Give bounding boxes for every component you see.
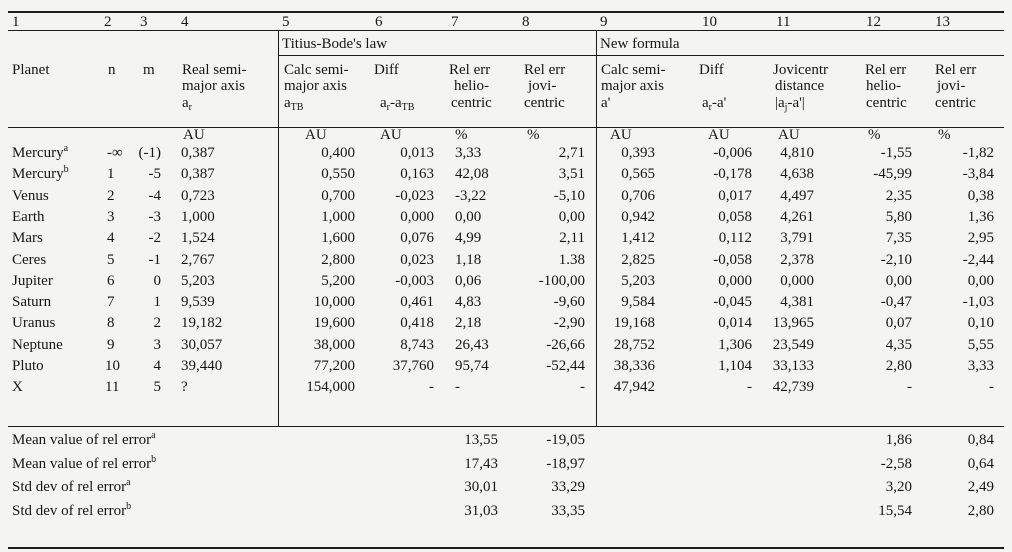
cell-ap: 19,168: [613, 315, 655, 332]
cell-m: -2: [148, 230, 161, 247]
cell-rh2: -: [907, 379, 912, 396]
cell-rh2: 7,35: [885, 230, 912, 247]
cell-ap: 0,706: [621, 187, 655, 204]
summary-rj: 33,29: [551, 479, 585, 495]
cell-rh2: 2,80: [885, 358, 912, 374]
cell-ar: 5,203: [181, 272, 215, 289]
cell-diff: 0,000: [400, 208, 434, 225]
cell-m: -3: [148, 208, 161, 225]
planet-name: Saturn: [12, 294, 52, 311]
cell-rj2: -1,82: [962, 145, 994, 161]
cell-m: -4: [148, 187, 161, 204]
summary-rh2: 1,86: [885, 432, 912, 448]
cell-atb: 2,800: [321, 251, 355, 268]
cell-jd: 3,791: [780, 230, 814, 247]
cell-rj: 1.38: [558, 251, 585, 268]
unit-label: %: [938, 127, 951, 143]
column-number: 4: [181, 14, 189, 30]
column-number: 6: [375, 14, 383, 30]
cell-diff: 0,023: [400, 251, 434, 268]
summary-rh: 17,43: [464, 455, 498, 472]
cell-rj2: 2,95: [967, 230, 994, 247]
cell-rh2: 0,00: [885, 272, 912, 289]
cell-ar: 1,000: [181, 208, 215, 225]
cell-diff: 0,461: [400, 294, 434, 311]
cell-jd: 4,261: [780, 208, 814, 225]
planet-name: Venus: [12, 187, 49, 204]
cell-ap: 0,565: [621, 166, 655, 183]
cell-n: 10: [105, 358, 120, 374]
cell-rj: -26,66: [546, 336, 585, 353]
cell-ar: ?: [181, 379, 188, 396]
cell-n: -∞: [107, 145, 123, 161]
column-number: 8: [522, 14, 530, 30]
cell-m: -1: [148, 251, 161, 268]
cell-diff2: -0,178: [713, 166, 752, 183]
cell-m: 4: [153, 358, 161, 374]
cell-atb: 1,000: [321, 208, 355, 225]
cell-jd: 0,000: [780, 272, 814, 289]
cell-rj2: -3,84: [962, 166, 994, 183]
cell-rh: 95,74: [455, 358, 489, 374]
summary-rh2: 3,20: [885, 479, 912, 495]
cell-diff2: 1,104: [718, 358, 752, 374]
unit-label: %: [527, 127, 540, 143]
cell-rh2: -2,10: [880, 251, 912, 268]
cell-jd: 2,378: [780, 251, 814, 268]
cell-diff: 0,163: [400, 166, 434, 183]
cell-rh: 26,43: [455, 336, 489, 353]
cell-atb: 0,550: [321, 166, 355, 183]
cell-rj: 2,11: [559, 230, 585, 247]
header-rule: [8, 127, 1004, 128]
cell-rj2: 0,38: [967, 187, 994, 204]
cell-jd: 4,638: [780, 166, 814, 183]
summary-rh2: -2,58: [880, 455, 912, 472]
cell-ap: 9,584: [621, 294, 655, 311]
unit-label: AU: [610, 127, 632, 143]
cell-jd: 13,965: [772, 315, 814, 332]
cell-m: 1: [153, 294, 161, 311]
cell-ap: 38,336: [613, 358, 655, 374]
summary-label: Std dev of rel error$^b$: [12, 500, 132, 519]
cell-diff2: 0,017: [718, 187, 752, 204]
cell-m: 3: [153, 336, 161, 353]
cell-rj: -: [580, 379, 585, 396]
cell-ap: 0,942: [621, 208, 655, 225]
cell-rh: 42,08: [455, 166, 489, 183]
cell-rh2: -1,55: [880, 145, 912, 161]
unit-label: AU: [778, 127, 800, 143]
top-rule: [8, 11, 1004, 13]
cell-n: 3: [107, 208, 115, 225]
cell-ar: 19,182: [181, 315, 223, 332]
cell-rj2: 0,10: [967, 315, 994, 332]
new-formula-divider: [596, 31, 597, 427]
cell-jd: 4,381: [780, 294, 814, 311]
cell-diff2: 1,306: [718, 336, 752, 353]
summary-label: Mean value of rel error$^a$: [12, 430, 156, 448]
cell-m: 2: [153, 315, 161, 332]
cell-n: 2: [107, 187, 115, 204]
cell-n: 6: [107, 272, 115, 289]
cell-atb: 5,200: [321, 272, 355, 289]
cell-rh: 2,18: [455, 315, 482, 332]
group-new-formula: New formula: [600, 36, 680, 52]
cell-m: -5: [148, 166, 161, 183]
cell-rj: -2,90: [553, 315, 585, 332]
planet-name: X: [12, 379, 23, 396]
cell-rj2: -: [989, 379, 994, 396]
cell-atb: 0,400: [321, 145, 355, 161]
cell-rj2: 5,55: [967, 336, 994, 353]
cell-atb: 1,600: [321, 230, 355, 247]
cell-rh: 0,00: [455, 208, 482, 225]
column-number: 12: [866, 14, 881, 30]
summary-label: Mean value of rel error$^b$: [12, 453, 157, 472]
group-rule: [278, 55, 1004, 56]
cell-diff: 8,743: [400, 336, 434, 353]
cell-diff2: -0,006: [713, 145, 752, 161]
summary-rj: -18,97: [546, 455, 585, 472]
cell-rh: 4,99: [455, 230, 482, 247]
unit-label: AU: [380, 127, 402, 143]
cell-ap: 47,942: [613, 379, 655, 396]
column-number: 7: [451, 14, 459, 30]
header-planet: Planet: [12, 62, 50, 78]
cell-diff: 0,013: [400, 145, 434, 161]
cell-ap: 0,393: [621, 145, 655, 161]
column-number-rule: [8, 30, 1004, 31]
planet-name: Earth: [12, 208, 45, 225]
column-number: 3: [140, 14, 148, 30]
cell-ar: 0,387: [181, 166, 215, 183]
summary-rj: -19,05: [546, 432, 585, 448]
column-number: 13: [935, 14, 950, 30]
cell-ap: 2,825: [621, 251, 655, 268]
cell-ap: 5,203: [621, 272, 655, 289]
summary-label: Std dev of rel error$^a$: [12, 477, 131, 495]
column-number: 5: [282, 14, 290, 30]
cell-rh: 1,18: [455, 251, 482, 268]
cell-ap: 1,412: [621, 230, 655, 247]
unit-label: AU: [305, 127, 327, 143]
summary-rule: [8, 426, 1004, 427]
cell-rh: -3,22: [455, 187, 487, 204]
cell-rj2: 3,33: [967, 358, 994, 374]
cell-n: 1: [107, 166, 115, 183]
cell-diff: 37,760: [392, 358, 434, 374]
cell-rj: -52,44: [546, 358, 585, 374]
column-number: 1: [12, 14, 20, 30]
summary-rj: 33,35: [551, 502, 585, 519]
unit-label: %: [868, 127, 881, 143]
cell-atb: 0,700: [321, 187, 355, 204]
cell-rh: -: [455, 379, 460, 396]
planet-name: Mercury$^b$: [12, 164, 69, 183]
cell-jd: 33,133: [772, 358, 814, 374]
cell-jd: 4,497: [780, 187, 814, 204]
cell-atb: 19,600: [313, 315, 355, 332]
cell-m: (-1): [138, 145, 161, 161]
cell-rj2: 0,00: [967, 272, 994, 289]
cell-rj: -5,10: [553, 187, 585, 204]
table-scan: 1 2 3 4 5 6 7 8 9 10 11 12 13 Titius-Bode's law New formula Planet n m Real semi- major axis $a_r$ Calc semi- major axis $a_{TB}$ Diff $a_r-a_{TB}$ Rel err helio- centric Rel err jovi- centric Calc semi- major axis a' Diff $a_r-a'$ Jovicentr distance $|a_j-a'|$ Rel err helio- centric Rel err jovi- centric AU AU AU % % AU AU AU % % Mercury$^a$ -∞ (-1) 0,387 0,400 0,013 3,33 2,71 0,393 -0,006 4,810 -1,55 -1,82 Mercury$^b$ 1 -5 0,387 0,550 0,163 42,08 3,51 0,565 -0,178 4,638 -45,99 -3,84 Venus 2 -4 0,723 0,700 -0,023 -3,22 -5,10 0,706 0,017 4,497 2,35 0,38 Earth 3 -3 1,000 1,000 0,000 0,00 0,00 0,942 0,058 4,261 5,80 1,36 Mars 4 -2 1,524 1,600 0,076 4,99 2,11 1,412 0,112 3,791 7,35 2,95 Ceres 5 -1 2,767 2,800 0,023 1,18 1.38 2,825 -0,058 2,378 -2,10 -2,44 Jupiter 6 0 5,203 5,200 -0,003 0,06 -100,00 5,203 0,000 0,000 0,00 0,00 Saturn 7 1 9,539 10,000 0,461 4,83 -9,60 9,584 -0,045 4,381 -0,47 -1,03 Uranus 8 2 19,182 19,600 0,418 2,18 -2,90 19,168 0,014 13,965 0,07 0,10 Neptune 9 3 30,057 38,000 8,743 26,43 -26,66 28,752 1,306 23,549 4,35 5,55 Pluto 10 4 39,440 77,200 37,760 95,74 -52,44 38,336 1,104 33,133 2,80 3,33 X 11 5 ? 154,000 - - - 47,942 - 42,739 - - Mean value of rel error$^a$ 13,55 -19,05 1,86 0,84 Mean value of rel error$^b$ 17,43 -18,97 -2,58 0,64 Std dev of rel error$^a$ 30,01 33,29 3,20 2,49 Std dev of rel error$^b$ 31,03 33,35 15,54 2,80: [0, 0, 1012, 552]
cell-rj: 2,71: [558, 145, 585, 161]
cell-rh2: 0,07: [885, 315, 912, 332]
cell-ar: 2,767: [181, 251, 215, 268]
cell-rj2: -1,03: [962, 294, 994, 311]
cell-n: 7: [107, 294, 115, 311]
cell-rh2: 5,80: [885, 208, 912, 225]
cell-rj: 0,00: [558, 208, 585, 225]
group-titius-bode: Titius-Bode's law: [282, 36, 388, 52]
titius-bode-divider: [278, 31, 279, 427]
cell-rj2: 1,36: [967, 208, 994, 225]
summary-rh: 30,01: [464, 479, 498, 495]
cell-n: 11: [105, 379, 120, 396]
cell-rh2: -45,99: [873, 166, 912, 183]
summary-rj2: 2,49: [967, 479, 994, 495]
cell-rh2: 2,35: [885, 187, 912, 204]
cell-n: 8: [107, 315, 115, 332]
cell-atb: 10,000: [313, 294, 355, 311]
cell-diff: -: [429, 379, 434, 396]
cell-rj2: -2,44: [962, 251, 994, 268]
unit-label: %: [455, 127, 468, 143]
cell-atb: 77,200: [313, 358, 355, 374]
cell-ar: 0,387: [181, 145, 215, 161]
cell-diff2: 0,058: [718, 208, 752, 225]
planet-name: Neptune: [12, 336, 63, 353]
cell-ar: 0,723: [181, 187, 215, 204]
cell-diff: -0,023: [395, 187, 434, 204]
unit-label: AU: [708, 127, 730, 143]
summary-rh: 13,55: [464, 432, 498, 448]
planet-name: Uranus: [12, 315, 56, 332]
cell-diff: 0,418: [400, 315, 434, 332]
planet-name: Jupiter: [12, 272, 53, 289]
cell-ar: 9,539: [181, 294, 215, 311]
summary-rj2: 0,64: [967, 455, 994, 472]
summary-rj2: 0,84: [967, 432, 994, 448]
cell-jd: 23,549: [772, 336, 814, 353]
cell-jd: 4,810: [780, 145, 814, 161]
header-n: n: [108, 62, 116, 78]
bottom-rule: [8, 547, 1004, 549]
cell-n: 4: [107, 230, 115, 247]
header-m: m: [143, 62, 155, 78]
cell-diff2: 0,112: [718, 230, 752, 247]
cell-ar: 39,440: [181, 358, 223, 374]
cell-ar: 30,057: [181, 336, 223, 353]
column-number: 10: [702, 14, 717, 30]
cell-diff2: -0,058: [713, 251, 752, 268]
cell-atb: 38,000: [313, 336, 355, 353]
cell-m: 0: [153, 272, 161, 289]
cell-rh2: -0,47: [880, 294, 912, 311]
column-number: 11: [776, 14, 791, 30]
planet-name: Mars: [12, 230, 43, 247]
cell-rh: 4,83: [455, 294, 482, 311]
cell-rh: 3,33: [455, 145, 482, 161]
cell-jd: 42,739: [772, 379, 814, 396]
cell-diff2: -: [747, 379, 752, 396]
summary-rh2: 15,54: [878, 502, 912, 519]
cell-n: 5: [107, 251, 115, 268]
cell-diff: -0,003: [395, 272, 434, 289]
planet-name: Ceres: [12, 251, 47, 268]
cell-diff2: -0,045: [713, 294, 752, 311]
cell-diff2: 0,014: [718, 315, 752, 332]
cell-rj: -100,00: [538, 272, 585, 289]
planet-name: Pluto: [12, 358, 44, 374]
summary-rh: 31,03: [464, 502, 498, 519]
cell-rh2: 4,35: [885, 336, 912, 353]
cell-atb: 154,000: [306, 379, 355, 396]
cell-rh: 0,06: [455, 272, 482, 289]
column-number: 9: [600, 14, 608, 30]
cell-rj: -9,60: [553, 294, 585, 311]
cell-ar: 1,524: [181, 230, 215, 247]
cell-n: 9: [107, 336, 115, 353]
planet-name: Mercury$^a$: [12, 143, 69, 161]
cell-diff2: 0,000: [718, 272, 752, 289]
cell-rj: 3,51: [558, 166, 585, 183]
summary-rj2: 2,80: [967, 502, 994, 519]
cell-diff: 0,076: [400, 230, 434, 247]
cell-m: 5: [153, 379, 161, 396]
column-number: 2: [104, 14, 112, 30]
unit-label: AU: [183, 127, 205, 143]
cell-ap: 28,752: [613, 336, 655, 353]
